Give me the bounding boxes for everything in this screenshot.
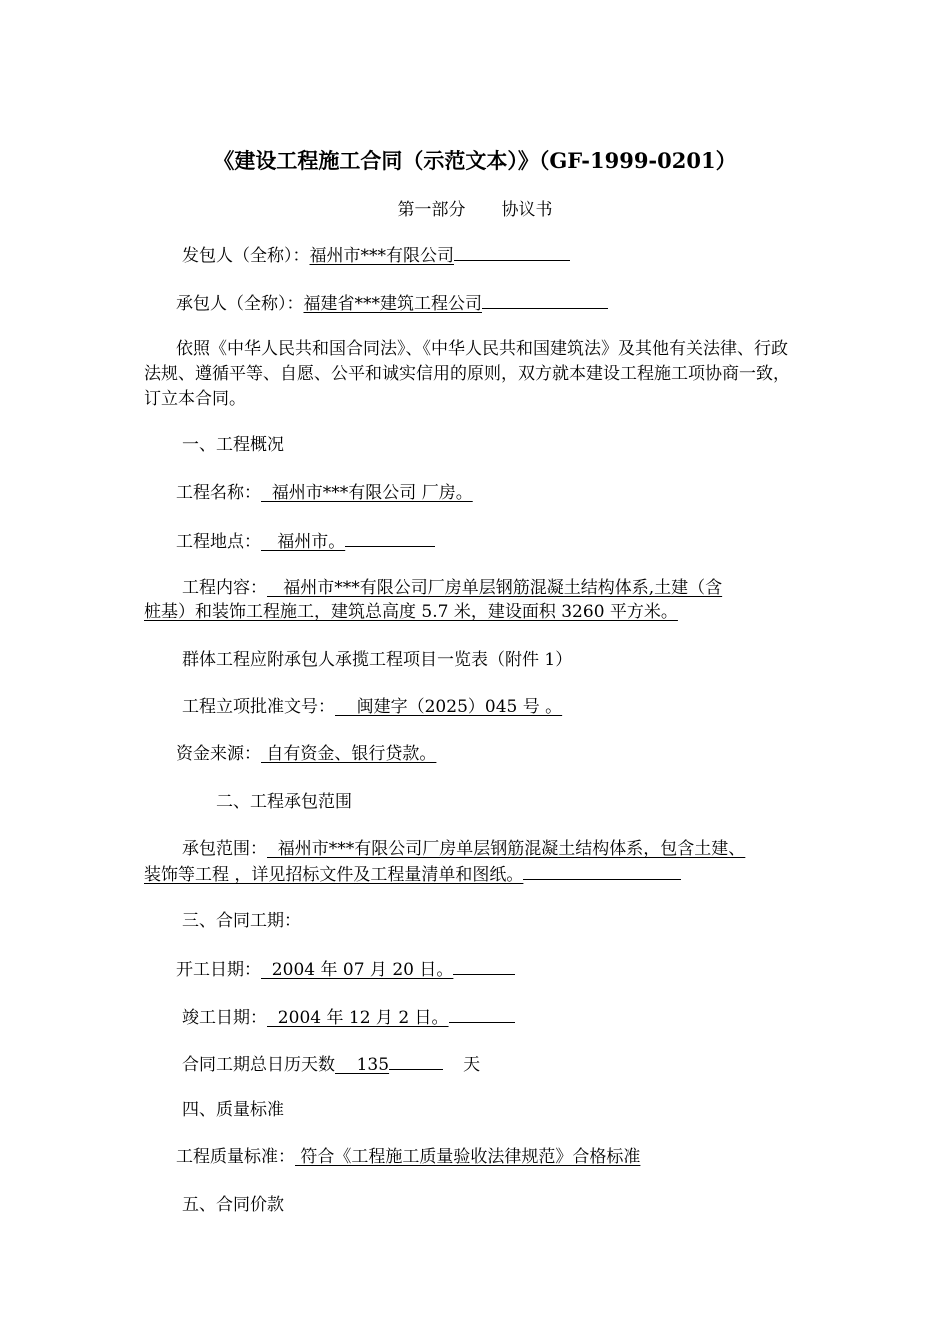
scope-continuation (144, 861, 681, 887)
project-site-label: 工程地点： (176, 532, 261, 552)
project-content-value-line1: 福州市***有限公司厂房单层钢筋混凝土结构体系,土建（含 (267, 578, 723, 598)
fund-source-row (176, 742, 436, 766)
start-date-label: 开工日期： (176, 960, 261, 980)
project-site-row (176, 528, 435, 554)
quality-label: 工程质量标准： (176, 1147, 295, 1167)
scope-value-line2: 装饰等工程 ，详见招标文件及工程量清单和图纸。 (144, 865, 524, 885)
project-name-row (176, 481, 473, 505)
project-site-value: 福州市。 (261, 532, 346, 552)
finish-date-value: 2004 年 12 月 2 日。 (267, 1008, 449, 1028)
intro-paragraph: 依照《中华人民共和国合同法》、《中华人民共和国建筑法》及其他有关法律、行政法规、遵循平等、自愿、公平和诚实信用的原则，双方就本建设工程施工项协商一致，订立本合同。 (144, 339, 790, 409)
part-name: 协议书 (501, 200, 553, 220)
employer-value: 福州市***有限公司 (309, 246, 454, 266)
project-content-label: 工程内容： (182, 578, 267, 598)
part-number: 第一部分 (397, 200, 466, 220)
contractor-label: 承包人（全称）： (176, 294, 304, 314)
project-name-label: 工程名称： (176, 483, 261, 503)
section-3-heading: 三、合同工期： (182, 911, 301, 931)
approval-label: 工程立项批准文号： (182, 697, 335, 717)
employer-label: 发包人（全称）： (182, 246, 310, 266)
section-2-heading: 二、工程承包范围 (216, 792, 352, 812)
duration-unit: 天 (463, 1055, 481, 1075)
approval-value: 闽建字（2025）045 号 。 (335, 697, 563, 717)
group-project-note: 群体工程应附承包人承揽工程项目一览表（附件 1） (182, 650, 573, 670)
fund-source-value: 自有资金、银行贷款。 (261, 744, 437, 764)
section-4-heading: 四、质量标准 (182, 1100, 284, 1120)
contractor-row (176, 290, 608, 316)
quality-row (176, 1145, 640, 1169)
duration-label: 合同工期总日历天数 (182, 1055, 335, 1075)
part-heading (0, 195, 950, 220)
duration-row (182, 1051, 480, 1077)
project-name-value: 福州市***有限公司 厂房。 (261, 483, 473, 503)
start-date-value: 2004 年 07 月 20 日。 (261, 960, 454, 980)
section-5-heading: 五、合同价款 (182, 1195, 284, 1215)
employer-row (182, 242, 570, 268)
contractor-value: 福建省***建筑工程公司 (303, 294, 482, 314)
finish-date-label: 竣工日期： (182, 1008, 267, 1028)
fund-source-label: 资金来源： (176, 744, 261, 764)
finish-date-row (182, 1004, 515, 1030)
scope-label: 承包范围： (182, 839, 267, 859)
start-date-row (176, 956, 515, 982)
document-title: 《建设工程施工合同（示范文本）》（GF-1999-0201） (213, 148, 737, 173)
quality-value: 符合《工程施工质量验收法律规范》合格标准 (295, 1147, 641, 1167)
section-1-heading: 一、工程概况 (182, 435, 284, 455)
project-content-continuation (144, 600, 678, 624)
scope-row (182, 837, 745, 861)
project-content-value-line2: 桩基）和装饰工程施工，建筑总高度 5.7 米，建设面积 3260 平方米。 (144, 602, 678, 622)
approval-row (182, 695, 562, 719)
duration-value: 135 (335, 1055, 390, 1075)
project-content-row (182, 576, 722, 600)
scope-value-line1: 福州市***有限公司厂房单层钢筋混凝土结构体系，包含土建、 (267, 839, 746, 859)
